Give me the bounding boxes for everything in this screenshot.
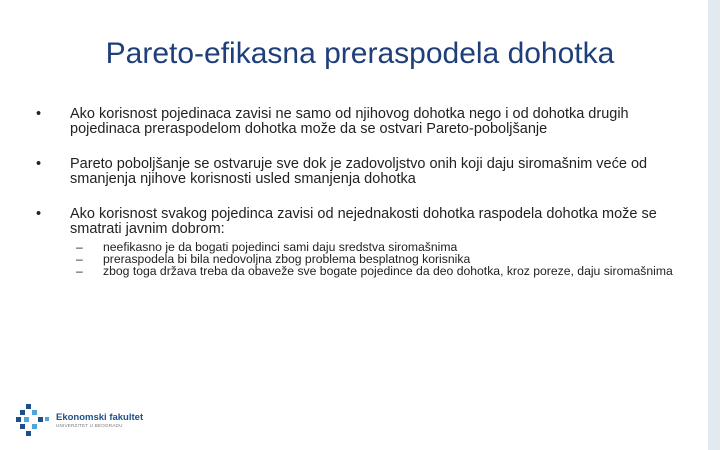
slide-title: Pareto-efikasna preraspodela dohotka [105, 37, 615, 70]
sub-bullet-text: zbog toga država treba da obaveže sve bogate pojedince da deo dohotka, kroz poreze, daju siromašnima [103, 264, 673, 278]
dash-marker: – [76, 240, 83, 254]
logo-name: Ekonomski fakultet [56, 411, 144, 423]
bullet-marker: • [36, 106, 42, 122]
bullet-marker: • [36, 156, 42, 172]
bullet-text: Pareto poboljšanje se ostvaruje sve dok je zadovoljstvo onih koji daju siromašnim veće od smanjenja njihove korisnosti usled smanjenja dohotka [70, 156, 648, 187]
bullet-item [36, 207, 686, 237]
sub-bullet-item [36, 265, 686, 277]
logo-mark-icon [16, 404, 50, 436]
bullet-text: Ako korisnost svakog pojedinca zavisi od nejednakosti dohotka raspodela dohotka može se smatrati javnim dobrom: [70, 206, 657, 237]
bullet-marker: • [36, 206, 42, 222]
dash-marker: – [76, 252, 83, 266]
bullet-text: Ako korisnost pojedinaca zavisi ne samo od njihovog dohotka nego i od dohotka drugih pojedinaca preraspodelom dohotka može da se ostvari Pareto-poboljšanje [70, 106, 629, 137]
slide-content [36, 107, 686, 277]
faculty-logo [16, 404, 143, 436]
logo-text [56, 412, 143, 429]
sub-bullet-text: neefikasno je da bogati pojedinci sami daju sredstva siromašnima [103, 240, 458, 254]
logo-subtitle: UNIVERZITET U BEOGRADU [56, 422, 123, 428]
bullet-item [36, 157, 686, 187]
bullet-item [36, 107, 686, 137]
sub-bullet-text: preraspodela bi bila nedovoljna zbog problema besplatnog korisnika [103, 252, 471, 266]
dash-marker: – [76, 264, 83, 278]
